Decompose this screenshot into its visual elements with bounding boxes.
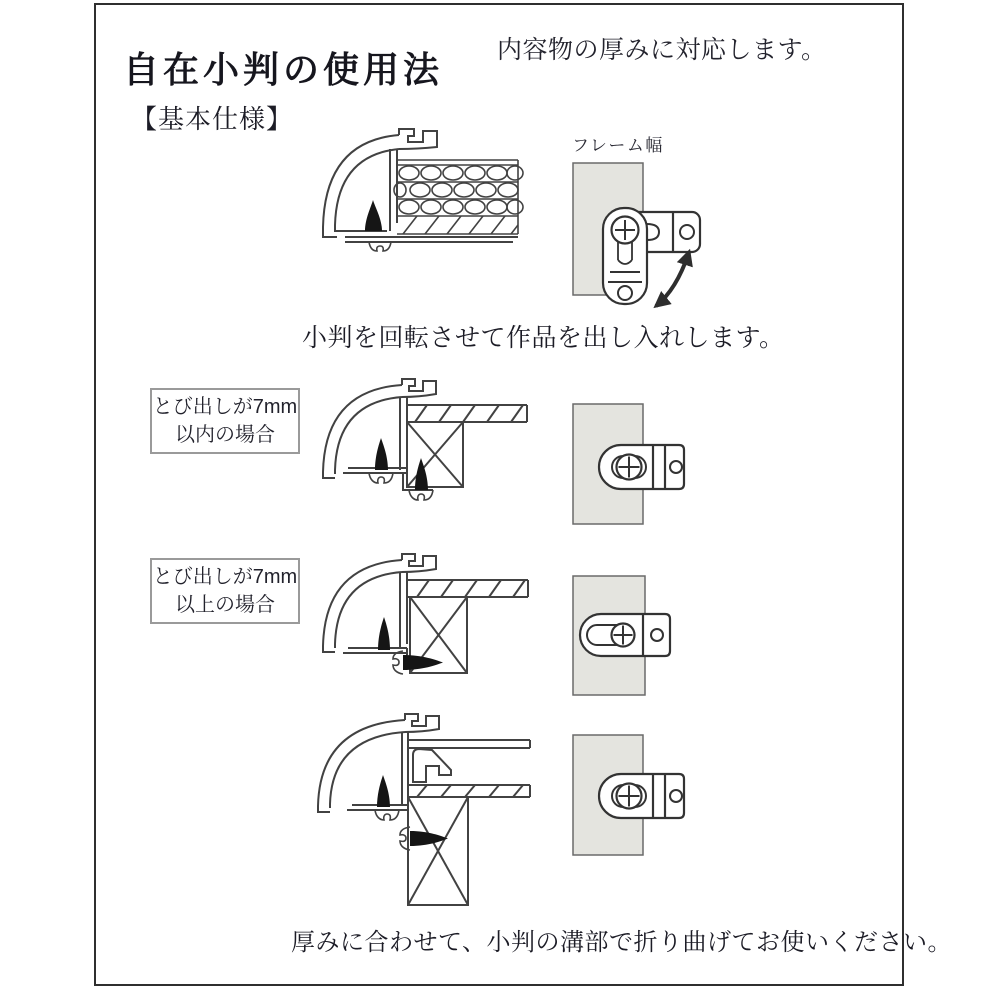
- spring-tab-wedge: [378, 617, 390, 650]
- case-label-line1: とび出しが7mm: [152, 566, 298, 588]
- koban-clip-flat-diagram: [565, 400, 705, 530]
- koban-clip-bent-short-diagram: [565, 568, 705, 700]
- case-label-over-7mm: [150, 558, 300, 624]
- basic-caption: 小判を回転させて作品を出し入れします。: [302, 324, 785, 352]
- basic-spec-heading: 【基本仕様】: [131, 104, 294, 134]
- spring-tab-wedge: [415, 458, 428, 490]
- page-subtitle: 内容物の厚みに対応します。: [497, 36, 827, 64]
- frame-cross-section-over-7mm-diagram: [305, 548, 540, 688]
- clip-hole: [670, 790, 682, 802]
- bubble-wrap-contents: [394, 160, 523, 234]
- frame-cross-section-basic-diagram: [283, 127, 537, 257]
- clip-hole: [651, 629, 663, 641]
- frame-cross-section-extended-diagram: [305, 713, 540, 913]
- spring-tab-wedge-bent: [403, 655, 443, 670]
- case-label-line2: 以上の場合: [175, 594, 275, 616]
- frame-cross-section-within-7mm-diagram: [305, 378, 535, 508]
- page-title: 自在小判の使用法: [123, 49, 444, 91]
- case-label-line2: 以内の場合: [175, 424, 275, 446]
- case-label-line1: とび出しが7mm: [152, 396, 298, 418]
- frame-width-label: フレーム幅: [572, 136, 664, 155]
- footer-caption: 厚みに合わせて、小判の溝部で折り曲げてお使いください。: [291, 929, 953, 956]
- spring-tab-wedge: [375, 438, 388, 470]
- clip-vertical-position: [603, 208, 647, 304]
- koban-clip-bent-long-diagram: [565, 728, 705, 860]
- koban-clip-rotation-diagram: [558, 150, 710, 320]
- rotation-arrow-icon: [656, 252, 689, 306]
- frame-profile: [323, 129, 518, 242]
- clip-screw-edge: [369, 242, 391, 251]
- clip-hole: [670, 461, 682, 473]
- spring-tab-wedge: [377, 775, 390, 807]
- spring-tab-wedge: [365, 200, 382, 231]
- case-label-within-7mm: [150, 388, 300, 454]
